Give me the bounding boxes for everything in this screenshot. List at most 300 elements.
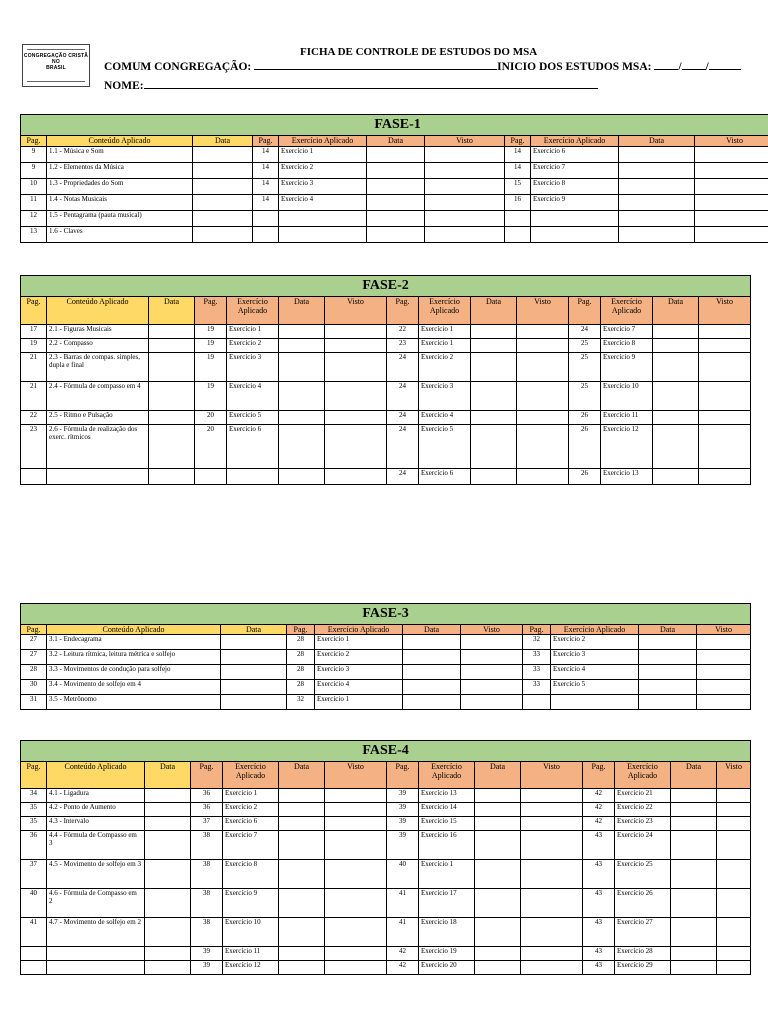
cell-pag: 42	[583, 789, 615, 803]
cell-data[interactable]	[471, 382, 517, 411]
cell-visto[interactable]	[717, 860, 751, 889]
cell-data[interactable]	[671, 947, 717, 961]
cell-data[interactable]	[671, 831, 717, 860]
cell-visto[interactable]	[325, 831, 387, 860]
cell-data[interactable]	[671, 961, 717, 975]
form-title: FICHA DE CONTROLE DE ESTUDOS DO MSA	[300, 46, 538, 58]
cell-visto[interactable]	[695, 227, 768, 243]
column-header-data: Data	[145, 762, 191, 789]
cell-pag: 24	[569, 325, 601, 339]
cell-conteudo: 3.1 - Endecagrama	[47, 635, 221, 650]
cell-visto[interactable]	[461, 650, 523, 665]
column-header-data: Data	[279, 297, 325, 325]
cell-conteudo: 3.4 - Movimento de solfejo em 4	[47, 680, 221, 695]
cell-data[interactable]	[475, 817, 521, 831]
nome-field[interactable]	[144, 79, 598, 89]
cell-data[interactable]	[145, 789, 191, 803]
cell-exercicio: Exercício 8	[223, 860, 279, 889]
cell-data[interactable]	[279, 947, 325, 961]
cell-visto[interactable]	[697, 650, 751, 665]
cell-data[interactable]	[193, 147, 253, 163]
column-header-exercicio: Exercício Aplicado	[419, 297, 471, 325]
cell-data[interactable]	[475, 831, 521, 860]
cell-data[interactable]	[671, 817, 717, 831]
cell-visto[interactable]	[425, 195, 505, 211]
cell-data[interactable]	[475, 947, 521, 961]
phase-2-header-row	[21, 297, 751, 325]
cell-visto[interactable]	[325, 353, 387, 382]
column-header-data: Data	[403, 625, 461, 635]
cell-pag: 21	[21, 382, 47, 411]
cell-visto[interactable]	[717, 947, 751, 961]
cell-data[interactable]	[145, 961, 191, 975]
cell-pag: 33	[523, 665, 551, 680]
cell-visto[interactable]	[325, 425, 387, 469]
cell-visto[interactable]	[699, 353, 751, 382]
cell-visto[interactable]	[517, 469, 569, 485]
cell-exercicio: Exercício 4	[419, 411, 471, 425]
cell-exercicio	[279, 211, 367, 227]
cell-visto[interactable]	[517, 425, 569, 469]
cell-visto[interactable]	[325, 889, 387, 918]
cell-pag: 28	[287, 635, 315, 650]
cell-pag: 35	[21, 803, 47, 817]
cell-data[interactable]	[671, 889, 717, 918]
cell-data[interactable]	[279, 889, 325, 918]
cell-visto[interactable]	[425, 163, 505, 179]
cell-data[interactable]	[403, 650, 461, 665]
cell-pag: 13	[21, 227, 47, 243]
cell-visto[interactable]	[699, 425, 751, 469]
cell-visto[interactable]	[695, 179, 768, 195]
cell-visto[interactable]	[697, 680, 751, 695]
cell-visto[interactable]	[325, 325, 387, 339]
cell-data[interactable]	[367, 211, 425, 227]
cell-data[interactable]	[279, 860, 325, 889]
cell-data[interactable]	[475, 961, 521, 975]
cell-visto[interactable]	[425, 147, 505, 163]
cell-data[interactable]	[639, 650, 697, 665]
cell-visto[interactable]	[461, 635, 523, 650]
cell-pag: 25	[569, 353, 601, 382]
cell-pag: 38	[191, 918, 223, 947]
cell-data[interactable]	[221, 680, 287, 695]
cell-pag: 41	[387, 889, 419, 918]
cell-data[interactable]	[221, 665, 287, 680]
cell-data[interactable]	[279, 817, 325, 831]
cell-visto[interactable]	[521, 947, 583, 961]
cell-data[interactable]	[145, 803, 191, 817]
cell-visto[interactable]	[521, 789, 583, 803]
cell-exercicio: Exercício 22	[615, 803, 671, 817]
cell-pag: 24	[387, 353, 419, 382]
comum-label: COMUM CONGREGAÇÃO:	[104, 61, 252, 73]
cell-data[interactable]	[475, 860, 521, 889]
cell-visto[interactable]	[717, 961, 751, 975]
cell-visto[interactable]	[695, 211, 768, 227]
cell-pag: 14	[505, 147, 531, 163]
cell-pag: 26	[569, 469, 601, 485]
logo-line-1: CONGREGAÇÃO CRISTÃ	[23, 53, 89, 59]
cell-conteudo: 3.2 - Leitura rítmica, leitura métrica e solfejo	[47, 650, 221, 665]
cell-data[interactable]	[221, 635, 287, 650]
cell-exercicio: Exercício 20	[419, 961, 475, 975]
cell-visto[interactable]	[697, 665, 751, 680]
cell-data[interactable]	[279, 918, 325, 947]
cell-data[interactable]	[193, 179, 253, 195]
cell-pag: 23	[21, 425, 47, 469]
cell-visto[interactable]	[325, 411, 387, 425]
cell-data[interactable]	[653, 469, 699, 485]
cell-data[interactable]	[145, 831, 191, 860]
column-header-visto: Visto	[699, 297, 751, 325]
cell-pag: 22	[387, 325, 419, 339]
cell-pag: 35	[21, 817, 47, 831]
column-header-visto: Visto	[697, 625, 751, 635]
inicio-month-field[interactable]	[682, 60, 706, 70]
cell-data[interactable]	[619, 195, 695, 211]
table-row	[21, 665, 751, 680]
table-row	[21, 635, 751, 650]
cell-pag: 32	[287, 695, 315, 710]
cell-visto[interactable]	[695, 163, 768, 179]
cell-exercicio: Exercício 21	[615, 789, 671, 803]
cell-pag: 26	[569, 411, 601, 425]
cell-visto[interactable]	[461, 665, 523, 680]
cell-pag	[523, 695, 551, 710]
column-header-exercicio: Exercício Aplicado	[601, 297, 653, 325]
comum-line: COMUM CONGREGAÇÃO: INICIO DOS ESTUDOS MSA: / /	[104, 60, 741, 73]
cell-visto[interactable]	[699, 382, 751, 411]
cell-data[interactable]	[279, 325, 325, 339]
cell-data[interactable]	[367, 179, 425, 195]
cell-data[interactable]	[471, 425, 517, 469]
cell-data[interactable]	[619, 227, 695, 243]
cell-data[interactable]	[279, 411, 325, 425]
cell-data[interactable]	[279, 961, 325, 975]
cell-data[interactable]	[149, 339, 195, 353]
cell-pag: 27	[21, 650, 47, 665]
cell-data[interactable]	[279, 803, 325, 817]
cell-exercicio: Exercício 6	[419, 469, 471, 485]
cell-data[interactable]	[221, 650, 287, 665]
cell-visto[interactable]	[521, 831, 583, 860]
cell-data[interactable]	[193, 227, 253, 243]
cell-visto[interactable]	[717, 831, 751, 860]
phase-3-table	[20, 603, 751, 710]
cell-exercicio: Exercício 13	[601, 469, 653, 485]
cell-exercicio: Exercício 9	[601, 353, 653, 382]
cell-exercicio: Exercício 3	[227, 353, 279, 382]
inicio-label: INICIO DOS ESTUDOS MSA:	[497, 61, 652, 73]
cell-data[interactable]	[619, 163, 695, 179]
cell-data[interactable]	[149, 411, 195, 425]
column-header-data: Data	[475, 762, 521, 789]
cell-data[interactable]	[403, 680, 461, 695]
cell-data[interactable]	[145, 889, 191, 918]
cell-exercicio: Exercício 7	[601, 325, 653, 339]
table-row	[21, 695, 751, 710]
cell-exercicio: Exercício 2	[551, 635, 639, 650]
cell-conteudo: 1.2 - Elementos da Música	[47, 163, 193, 179]
cell-data[interactable]	[367, 163, 425, 179]
cell-pag: 43	[583, 918, 615, 947]
cell-pag: 19	[21, 339, 47, 353]
cell-pag: 15	[505, 179, 531, 195]
column-header-exercicio: Exercício Aplicado	[615, 762, 671, 789]
cell-data[interactable]	[193, 211, 253, 227]
cell-data[interactable]	[475, 889, 521, 918]
cell-data[interactable]	[279, 469, 325, 485]
cell-exercicio: Exercício 6	[531, 147, 619, 163]
cell-visto[interactable]	[521, 961, 583, 975]
column-header-pag: Pag.	[21, 297, 47, 325]
cell-exercicio: Exercício 1	[223, 789, 279, 803]
cell-visto[interactable]	[717, 918, 751, 947]
cell-pag: 43	[583, 947, 615, 961]
cell-visto[interactable]	[325, 961, 387, 975]
cell-pag: 40	[21, 889, 47, 918]
cell-exercicio: Exercício 12	[223, 961, 279, 975]
logo-line-3: BRASIL	[46, 65, 66, 71]
cell-visto[interactable]	[461, 680, 523, 695]
column-header-data: Data	[279, 762, 325, 789]
cell-visto[interactable]	[325, 469, 387, 485]
cell-pag	[505, 211, 531, 227]
table-row	[21, 860, 751, 889]
table-row	[21, 411, 751, 425]
cell-data[interactable]	[279, 353, 325, 382]
cell-visto[interactable]	[699, 339, 751, 353]
cell-data[interactable]	[145, 817, 191, 831]
cell-pag: 43	[583, 860, 615, 889]
cell-visto[interactable]	[325, 860, 387, 889]
cell-data[interactable]	[149, 353, 195, 382]
column-header-data: Data	[653, 297, 699, 325]
cell-data[interactable]	[475, 918, 521, 947]
cell-visto[interactable]	[695, 195, 768, 211]
cell-data[interactable]	[671, 789, 717, 803]
cell-pag: 24	[387, 411, 419, 425]
cell-pag: 25	[569, 339, 601, 353]
cell-visto[interactable]	[425, 211, 505, 227]
cell-conteudo: 4.5 - Movimento de solfejo em 3	[47, 860, 145, 889]
cell-data[interactable]	[619, 211, 695, 227]
table-row	[21, 211, 768, 227]
cell-data[interactable]	[639, 695, 697, 710]
cell-visto[interactable]	[517, 339, 569, 353]
inicio-year-field[interactable]	[709, 60, 741, 70]
cell-exercicio: Exercício 3	[419, 382, 471, 411]
cell-visto[interactable]	[325, 947, 387, 961]
cell-data[interactable]	[367, 227, 425, 243]
column-header-exercicio: Exercício Aplicado	[551, 625, 639, 635]
cell-visto[interactable]	[699, 469, 751, 485]
cell-conteudo: 2.5 - Ritmo e Pulsação	[47, 411, 149, 425]
cell-pag: 14	[253, 163, 279, 179]
cell-exercicio: Exercício 1	[315, 635, 403, 650]
cell-data[interactable]	[471, 411, 517, 425]
column-header-data: Data	[149, 297, 195, 325]
cell-data[interactable]	[403, 695, 461, 710]
cell-data[interactable]	[221, 695, 287, 710]
cell-data[interactable]	[671, 860, 717, 889]
column-header-pag: Pag.	[583, 762, 615, 789]
cell-visto[interactable]	[517, 411, 569, 425]
cell-exercicio: Exercício 11	[601, 411, 653, 425]
cell-visto[interactable]	[521, 860, 583, 889]
cell-data[interactable]	[403, 635, 461, 650]
comum-field[interactable]	[254, 60, 497, 70]
inicio-day-field[interactable]	[654, 60, 678, 70]
cell-data[interactable]	[367, 147, 425, 163]
cell-data[interactable]	[279, 831, 325, 860]
table-row	[21, 469, 751, 485]
cell-visto[interactable]	[697, 635, 751, 650]
church-logo	[22, 44, 90, 87]
column-header-pag: Pag.	[505, 136, 531, 147]
cell-pag: 24	[387, 469, 419, 485]
cell-data[interactable]	[149, 469, 195, 485]
column-header-exercicio: Exercício Aplicado	[419, 762, 475, 789]
cell-pag: 39	[191, 947, 223, 961]
cell-data[interactable]	[619, 179, 695, 195]
cell-pag: 14	[253, 179, 279, 195]
cell-visto[interactable]	[521, 918, 583, 947]
cell-exercicio: Exercício 7	[531, 163, 619, 179]
cell-data[interactable]	[149, 382, 195, 411]
cell-exercicio	[531, 211, 619, 227]
cell-visto[interactable]	[521, 889, 583, 918]
cell-pag: 10	[21, 179, 47, 195]
table-row	[21, 195, 768, 211]
cell-data[interactable]	[279, 382, 325, 411]
cell-pag	[505, 227, 531, 243]
cell-visto[interactable]	[517, 325, 569, 339]
cell-data[interactable]	[639, 680, 697, 695]
column-header-pag: Pag.	[253, 136, 279, 147]
cell-exercicio: Exercício 2	[419, 353, 471, 382]
table-row	[21, 650, 751, 665]
column-header-pag: Pag.	[21, 136, 47, 147]
cell-exercicio: Exercício 7	[223, 831, 279, 860]
cell-visto[interactable]	[717, 817, 751, 831]
cell-visto[interactable]	[461, 695, 523, 710]
cell-data[interactable]	[639, 665, 697, 680]
cell-visto[interactable]	[717, 803, 751, 817]
cell-visto[interactable]	[521, 803, 583, 817]
cell-visto[interactable]	[325, 918, 387, 947]
cell-data[interactable]	[367, 195, 425, 211]
cell-data[interactable]	[471, 469, 517, 485]
cell-pag: 28	[21, 665, 47, 680]
cell-pag	[253, 211, 279, 227]
phase-3-section	[20, 603, 750, 710]
cell-data[interactable]	[653, 382, 699, 411]
cell-pag: 34	[21, 789, 47, 803]
cell-data[interactable]	[671, 918, 717, 947]
column-header-visto: Visto	[325, 297, 387, 325]
cell-data[interactable]	[403, 665, 461, 680]
cell-data[interactable]	[193, 195, 253, 211]
cell-exercicio: Exercício 23	[615, 817, 671, 831]
cell-exercicio: Exercício 5	[551, 680, 639, 695]
cell-visto[interactable]	[517, 382, 569, 411]
cell-conteudo: 4.7 - Movimento de solfejo em 2	[47, 918, 145, 947]
cell-visto[interactable]	[695, 147, 768, 163]
cell-data[interactable]	[475, 803, 521, 817]
cell-data[interactable]	[193, 163, 253, 179]
column-header-exercicio: Exercício Aplicado	[223, 762, 279, 789]
cell-visto[interactable]	[325, 817, 387, 831]
cell-visto[interactable]	[697, 695, 751, 710]
cell-data[interactable]	[145, 918, 191, 947]
cell-pag: 38	[191, 860, 223, 889]
cell-pag: 43	[583, 961, 615, 975]
cell-pag: 21	[21, 353, 47, 382]
cell-data[interactable]	[471, 325, 517, 339]
cell-pag: 19	[195, 325, 227, 339]
cell-data[interactable]	[149, 325, 195, 339]
cell-data[interactable]	[653, 325, 699, 339]
cell-visto[interactable]	[517, 353, 569, 382]
cell-visto[interactable]	[717, 789, 751, 803]
column-header-data: Data	[193, 136, 253, 147]
cell-data[interactable]	[279, 425, 325, 469]
cell-data[interactable]	[653, 425, 699, 469]
column-header-pag: Pag.	[569, 297, 601, 325]
cell-visto[interactable]	[325, 789, 387, 803]
cell-visto[interactable]	[699, 325, 751, 339]
cell-exercicio: Exercício 5	[419, 425, 471, 469]
cell-data[interactable]	[145, 860, 191, 889]
cell-data[interactable]	[639, 635, 697, 650]
cell-conteudo: 1.4 - Notas Musicais	[47, 195, 193, 211]
cell-data[interactable]	[471, 353, 517, 382]
cell-visto[interactable]	[425, 179, 505, 195]
cell-data[interactable]	[149, 425, 195, 469]
table-row	[21, 163, 768, 179]
cell-data[interactable]	[471, 339, 517, 353]
cell-data[interactable]	[653, 339, 699, 353]
cell-visto[interactable]	[521, 817, 583, 831]
cell-exercicio: Exercício 12	[601, 425, 653, 469]
cell-visto[interactable]	[717, 889, 751, 918]
cell-data[interactable]	[671, 803, 717, 817]
cell-pag: 19	[195, 382, 227, 411]
cell-data[interactable]	[279, 339, 325, 353]
cell-data[interactable]	[145, 947, 191, 961]
column-header-exercicio: Exercício Aplicado	[315, 625, 403, 635]
cell-data[interactable]	[279, 789, 325, 803]
cell-exercicio: Exercício 2	[315, 650, 403, 665]
cell-exercicio: Exercício 26	[615, 889, 671, 918]
cell-conteudo: 3.3 - Movimentos de condução para solfejo	[47, 665, 221, 680]
cell-pag: 30	[21, 680, 47, 695]
cell-visto[interactable]	[425, 227, 505, 243]
cell-exercicio: Exercício 4	[227, 382, 279, 411]
cell-data[interactable]	[653, 411, 699, 425]
cell-data[interactable]	[475, 789, 521, 803]
cell-visto[interactable]	[325, 339, 387, 353]
cell-visto[interactable]	[699, 411, 751, 425]
cell-data[interactable]	[653, 353, 699, 382]
cell-data[interactable]	[619, 147, 695, 163]
cell-visto[interactable]	[325, 382, 387, 411]
table-row	[21, 789, 751, 803]
cell-visto[interactable]	[325, 803, 387, 817]
cell-pag: 9	[21, 147, 47, 163]
